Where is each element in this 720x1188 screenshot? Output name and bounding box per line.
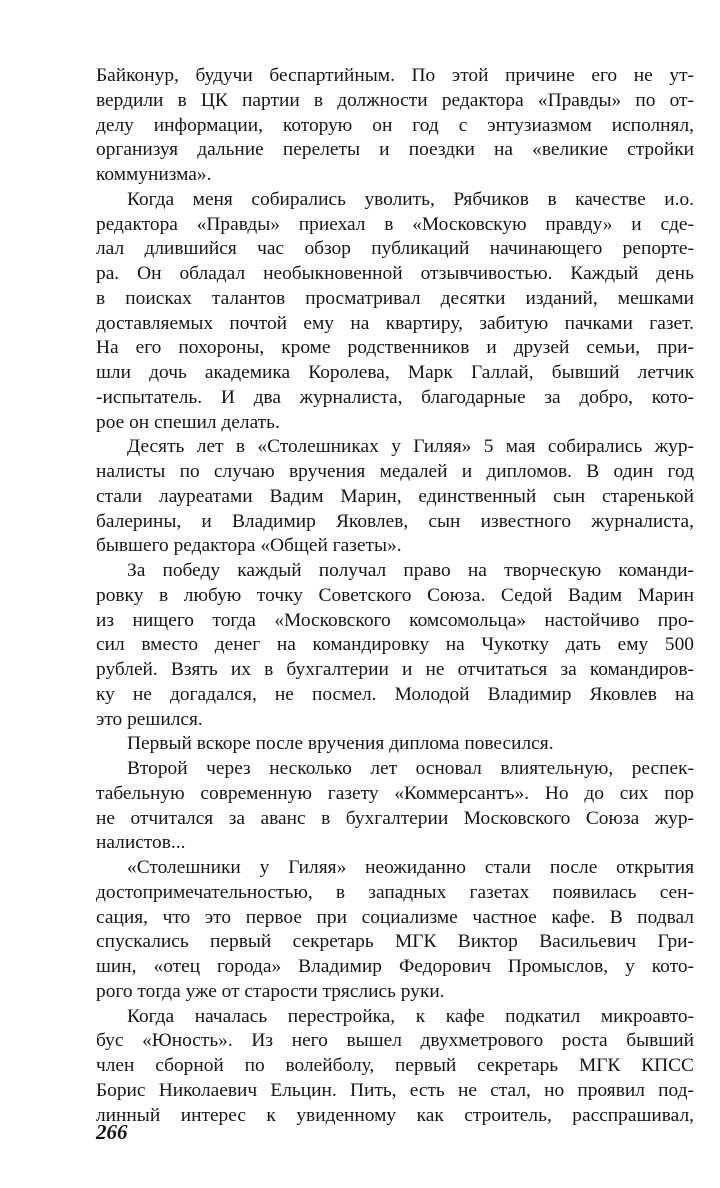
paragraph-first-line: «Столешники у Гиляя» неожиданно стали после открытия (127, 857, 694, 878)
text-line: рое он спешил делать. (96, 411, 280, 433)
text-line: сация, что это первое при социализме частное кафе. В подвал (96, 906, 694, 928)
text-line: доставляемых почтой ему на квартиру, забитую пачками газет. (96, 312, 694, 334)
text-line: Борис Николаевич Ельцин. Пить, есть не стал, но проявил под- (96, 1079, 694, 1101)
paragraph-first-line: Десять лет в «Столешниках у Гиляя» 5 мая собирались жур- (127, 436, 694, 458)
text-line: бывшего редактора «Общей газеты». (96, 535, 402, 557)
text-line: член сборной по волейболу, первый секретарь МГК КПСС (96, 1055, 694, 1076)
text-line: организуя дальние перелеты и поездки на «великие стройки (96, 139, 694, 161)
text-line: рублей. Взять их в бухгалтерии и не отчитаться за командиров- (96, 659, 694, 680)
body-text (96, 64, 694, 1128)
text-line: не отчитался за аванс в бухгалтерии Московского Союза жур- (96, 807, 694, 829)
text-line: делу информации, которую он год с энтузиазмом исполнял, (96, 114, 694, 136)
text-line: рого тогда уже от старости тряслись руки. (96, 980, 445, 1002)
text-line: линный интерес к увиденному как строитель, расспрашивал, (96, 1104, 694, 1126)
text-line: На его похороны, кроме родственников и друзей семьи, при- (96, 337, 694, 359)
text-line: балерины, и Владимир Яковлев, сын известного журналиста, (96, 510, 694, 532)
paragraph-first-line: Первый вскоре после вручения диплома повесился. (127, 733, 554, 755)
text-line: шин, «отец города» Владимир Федорович Промыслов, у кото- (96, 956, 694, 977)
paragraph-first-line: Когда меня собирались уволить, Рябчиков в качестве и.о. (127, 188, 694, 210)
text-line: Байконур, будучи беспартийным. По этой причине его не ут- (96, 65, 694, 86)
text-line: это решился. (96, 708, 203, 730)
text-line: в поисках талантов просматривал десятки изданий, мешками (96, 287, 694, 309)
paragraph-first-line: Второй через несколько лет основал влиятельную, респек- (127, 758, 694, 779)
text-line: -испытатель. И два журналиста, благодарные за добро, кото- (96, 386, 694, 408)
paragraph-first-line: За победу каждый получал право на творческую команди- (127, 560, 694, 581)
text-line: ку не догадался, не посмел. Молодой Владимир Яковлев на (96, 683, 694, 705)
text-line: сил вместо денег на командировку на Чукотку дать ему 500 (96, 634, 694, 656)
text-line: спускались первый секретарь МГК Виктор Васильевич Гри- (96, 931, 694, 953)
page-number: 266 (96, 1120, 128, 1144)
text-line: вердили в ЦК партии в должности редактора «Правды» по от- (96, 89, 694, 111)
text-line: налисты по случаю вручения медалей и дипломов. В один год (96, 461, 694, 482)
text-line: лал длившийся час обзор публикаций начинающего репорте- (96, 238, 694, 260)
text-line: ровку в любую точку Советского Союза. Седой Вадим Марин (96, 584, 694, 606)
text-line: ра. Он обладал необыкновенной отзывчивостью. Каждый день (96, 263, 694, 284)
text-line: шли дочь академика Королева, Марк Галлай, бывший летчик (96, 362, 694, 383)
paragraph-first-line: Когда началась перестройка, к кафе подкатил микроавто- (127, 1005, 694, 1027)
text-line: стали лауреатами Вадим Марин, единственный сын старенькой (96, 485, 694, 507)
text-line: налистов... (96, 832, 186, 854)
text-line: редактора «Правды» приехал в «Московскую правду» и сде- (96, 213, 694, 235)
text-line: коммунизма». (96, 164, 212, 185)
text-line: табельную современную газету «Коммерсантъ». Но до сих пор (96, 782, 694, 804)
text-line: из нищего тогда «Московского комсомольца» настойчиво про- (96, 609, 694, 631)
text-line: бус «Юность». Из него вышел двухметрового роста бывший (96, 1030, 694, 1052)
text-line: достопримечательностью, в западных газетах появилась сен- (96, 881, 694, 903)
